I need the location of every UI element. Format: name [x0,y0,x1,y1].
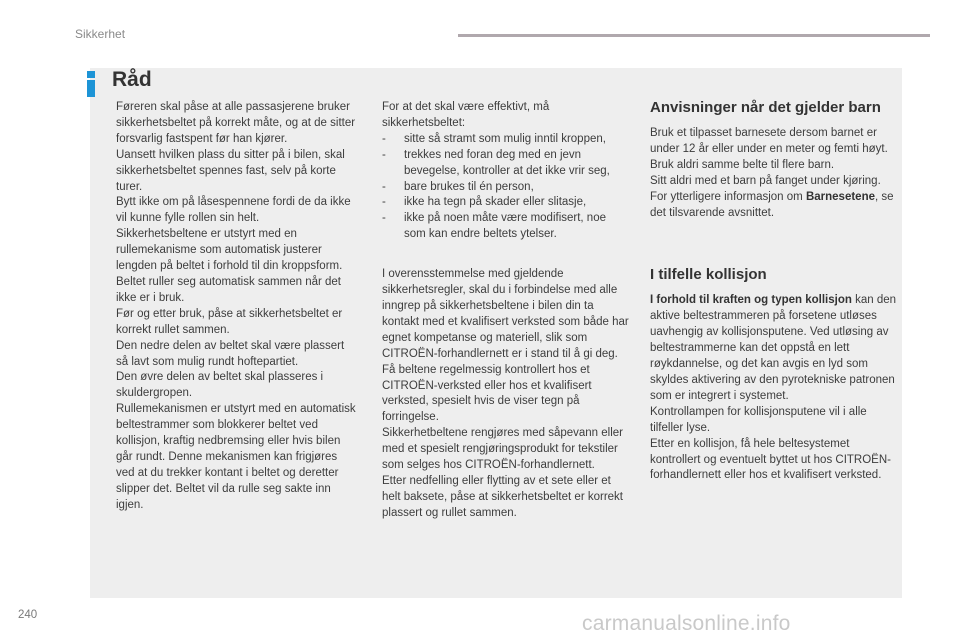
text-run: kan den aktive beltestrammeren på forsetene utløses uavhengig av kollisjonsputene. Ved utløsing av beltestrammerne kan det oppstå en lett røykdannelse, og det kan avgis en lyd som skyldes aktivering av den pyrotekniske patronen som er integrert i systemet. [650,294,897,402]
paragraph: Føreren skal påse at alle passasjerene bruker sikkerhetsbeltet på korrekt måte, og at de sitter forsvarlig fastspent før han kjører. [116,101,356,145]
paragraph: Etter nedfelling eller flytting av et sete eller et helt baksete, påse at sikkerhetsbeltet er korrekt plassert og rullet sammen. [382,474,623,519]
paragraph: Kontrollampen for kollisjonsputene vil i alle tilfeller lyse. [650,405,867,434]
list-item [382,148,630,180]
paragraph: Rullemekanismen er utstyrt med en automatisk beltestrammer som blokkerer beltet ved kollisjon, kraftig nedbremsing eller hvis bilen går rundt. Denne mekanismen kan frigjøres ved at du trekker kontant i beltet og deretter slipper det. Beltet vil da rulle seg sakte inn igjen. [116,403,356,511]
paragraph: Bruk et tilpasset barnesete dersom barnet er under 12 år eller under en meter og femti høyt. [650,127,888,155]
paragraph: I overensstemmelse med gjeldende sikkerhetsregler, skal du i forbindelse med alle inngrep på sikkerhetsbeltene i bilen din ta kontakt med et kvalifisert verksted som både har egnet kompetanse og materiell, slik som CITROËN-forhandlernett er i stand til å gi deg. [382,268,629,360]
column-right [650,100,900,484]
list-dash: - [382,196,386,209]
paragraph: Den øvre delen av beltet skal plasseres i skuldergropen. [116,371,324,400]
watermark: carmanualsonline.info [582,612,791,635]
info-icon-bar [87,80,95,97]
list-item-text: ikke ha tegn på skader eller slitasje, [404,196,587,209]
list-item [382,132,630,148]
children-heading: Anvisninger når det gjelder barn [650,99,881,116]
list-dash: - [382,212,386,225]
paragraph: Bruk aldri samme belte til flere barn. [650,158,835,171]
list-dash: - [382,132,386,145]
list-item [382,195,630,211]
list-item-text: sitte så stramt som mulig inntil kroppen, [404,132,606,145]
paragraph [650,190,900,222]
paragraph: Sitt aldri med et barn på fanget under kjøring. [650,174,881,187]
paragraph: Få beltene regelmessig kontrollert hos et CITROËN-verksted eller hos et kvalifisert verksted, spesielt hvis de viser tegn på forringelse. [382,363,592,424]
header-rule [458,34,930,37]
requirements-list [382,132,630,243]
paragraph [650,293,900,404]
collision-heading: I tilfelle kollisjon [650,266,767,284]
section-label: Sikkerhet [75,27,126,41]
paragraph: Sikkerhetsbeltene er utstyrt med en rullemekanisme som automatisk justerer lengden på beltet i forhold til din kroppsform. Beltet ruller seg automatisk sammen når det ikke er i bruk. [116,228,343,304]
info-icon-dot [87,71,95,78]
panel-title: Råd [112,68,152,91]
service-paragraphs [382,267,630,522]
collision-lead: I forhold til kraften og typen kollisjon [650,294,852,307]
child-seats-reference: Barnesetene [805,190,875,203]
text-run: For ytterligere informasjon om [650,190,806,203]
info-icon [81,69,101,97]
list-dash: - [382,180,386,193]
list-dash: - [382,148,386,161]
requirements-intro: For at det skal være effektivt, må sikkerhetsbeltet: [382,101,550,129]
paragraph: Etter en kollisjon, få hele beltesystemet kontrollert og eventuelt byttet ut hos CITROËN-forhandlernett eller hos et kvalifisert verksted. [650,437,891,482]
paragraph: Den nedre delen av beltet skal være plassert så lavt som mulig rundt hoftepartiet. [116,339,345,368]
paragraph: Bytt ikke om på låsespennene fordi de da ikke vil kunne fylle rollen sin helt. [116,196,351,225]
column-left [116,100,358,514]
column-middle [382,100,630,522]
list-item [382,211,630,243]
page-number: 240 [18,609,38,621]
list-item-text: trekkes ned foran deg med en jevn bevegelse, kontroller at det ikke vrir seg, [404,148,610,177]
list-item-text: ikke på noen måte være modifisert, noe som kan endre beltets ytelser. [404,212,606,241]
text-run: , se det tilsvarende avsnittet. [650,190,894,219]
paragraph: Før og etter bruk, påse at sikkerhetsbeltet er korrekt rullet sammen. [116,307,343,336]
list-item-text: bare brukes til én person, [404,180,534,193]
paragraph: Sikkerhetbeltene rengjøres med såpevann eller med et spesielt rengjøringsprodukt for tekstiler som selges hos CITROËN-forhandlernett. [382,427,623,472]
list-item [382,180,630,196]
paragraph: Uansett hvilken plass du sitter på i bilen, skal sikkerhetsbeltet spennes fast, selv på korte turer. [116,148,345,193]
